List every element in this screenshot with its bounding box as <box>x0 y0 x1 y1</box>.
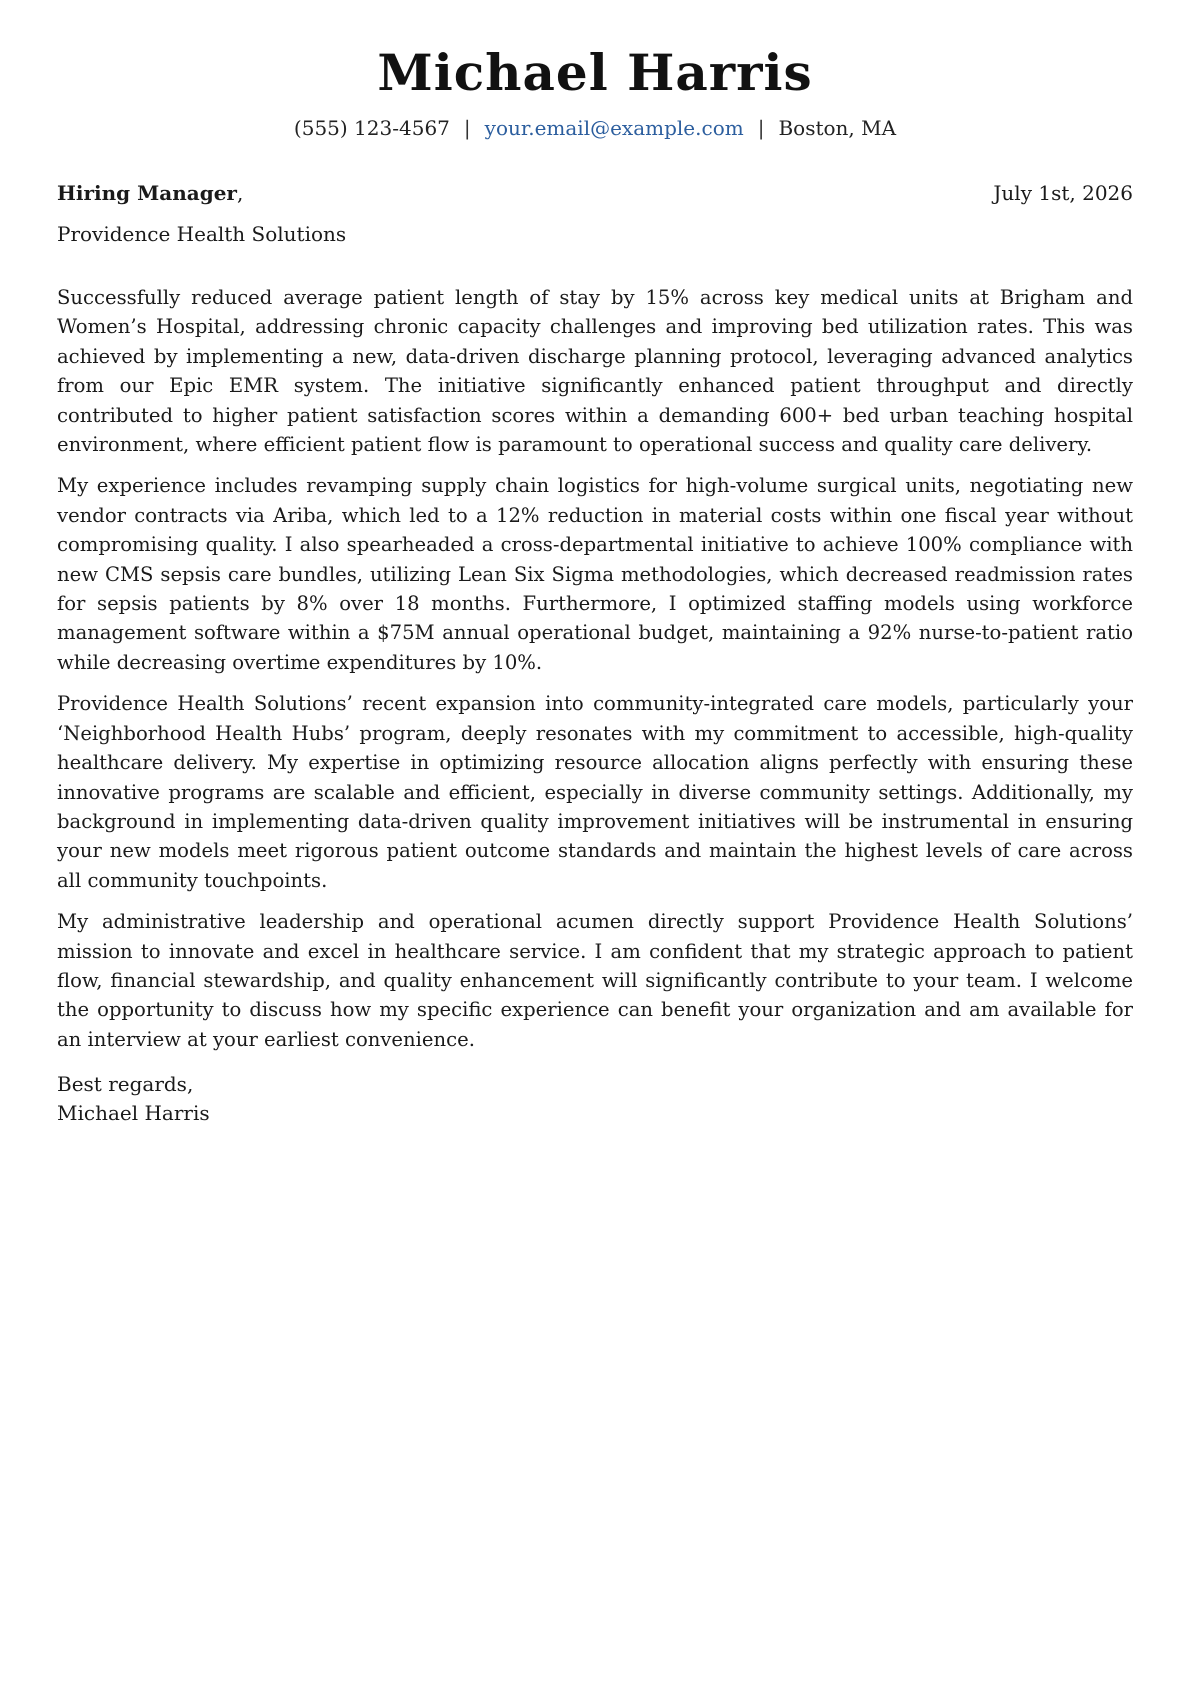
applicant-name: Michael Harris <box>377 43 813 102</box>
body-paragraph: My administrative leadership and operational acumen directly support Providence Health Solutions’ mission to innovate and excel in healthcare service. I am confident that my strategic approach to patient flow, financial stewardship, and quality enhancement will significantly contribute to your team. I welcome the opportunity to discuss how my specific experience can benefit your organization and am available for an interview at your earliest convenience. <box>57 910 1133 1051</box>
recipient-row <box>57 178 1133 208</box>
closing-signature: Michael Harris <box>57 1101 210 1125</box>
separator: | <box>757 116 765 140</box>
email-link[interactable]: your.email@example.com <box>484 116 744 140</box>
recipient-company: Providence Health Solutions <box>57 222 347 246</box>
recipient-suffix: , <box>236 181 244 205</box>
separator: | <box>463 116 471 140</box>
letter-closing <box>57 1070 210 1128</box>
recipient-title: Hiring Manager <box>57 181 237 205</box>
location: Boston, MA <box>778 116 897 140</box>
recipient-greeting <box>57 178 243 208</box>
phone-number: (555) 123-4567 <box>293 116 450 140</box>
body-paragraph: My experience includes revamping supply chain logistics for high-volume surgical units, negotiating new vendor contracts via Ariba, which led to a 12% reduction in material costs within one fiscal year without compromising quality. I also spearheaded a cross-departmental initiative to achieve 100% compliance with new CMS sepsis care bundles, utilizing Lean Six Sigma methodologies, which decreased readmission rates for sepsis patients by 8% over 18 months. Furthermore, I optimized staffing models using workforce management software within a $75M annual operational budget, maintaining a 92% nurse-to-patient ratio while decreasing overtime expenditures by 10%. <box>57 474 1133 674</box>
contact-line <box>0 114 1190 142</box>
body-paragraph: Providence Health Solutions’ recent expansion into community-integrated care models, particularly your ‘Neighborhood Health Hubs’ program, deeply resonates with my commitment to accessible, high-quality healthcare delivery. My expertise in optimizing resource allocation aligns perfectly with ensuring these innovative programs are scalable and efficient, especially in diverse community settings. Additionally, my background in implementing data-driven quality improvement initiatives will be instrumental in ensuring your new models meet rigorous patient outcome standards and maintain the highest levels of care across all community touchpoints. <box>57 692 1133 892</box>
closing-salutation: Best regards, <box>57 1072 194 1096</box>
letter-date: July 1st, 2026 <box>993 181 1133 205</box>
letter-body <box>57 283 1133 1066</box>
body-paragraph: Successfully reduced average patient length of stay by 15% across key medical units at Brigham and Women’s Hospital, addressing chronic capacity challenges and improving bed utilization rates. This was achieved by implementing a new, data-driven discharge planning protocol, leveraging advanced analytics from our Epic EMR system. The initiative significantly enhanced patient throughput and directly contributed to higher patient satisfaction scores within a demanding 600+ bed urban teaching hospital environment, where efficient patient flow is paramount to operational success and quality care delivery. <box>57 286 1133 457</box>
